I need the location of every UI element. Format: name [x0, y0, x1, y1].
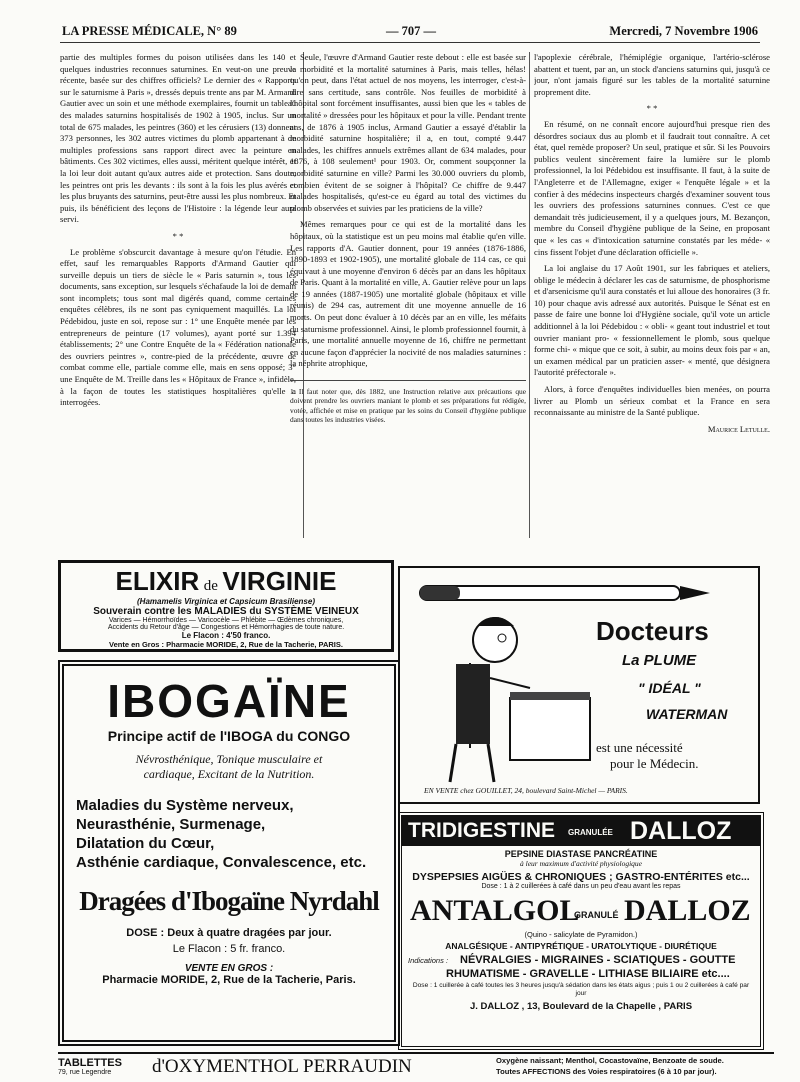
- signature: Maurice Letulle.: [707, 423, 770, 434]
- footnote: 1. Il faut noter que, dès 1882, une Instruction relative aux précautions que doivent prendre les ouvriers maniant le plomb et ses préparations fut rédigée, votée, affichée et mise en pratique par les soins du Conseil d'hygiène publique dans toutes les industries visées.: [290, 380, 526, 425]
- paragraph: Seule, l'œuvre d'Armand Gautier reste debout : elle est basée sur la morbidité et la mortalité saturnines à Paris, mais telles, hélas! qu'on peut, dans l'état actuel de nos moyens, les interroger, c'est-à-dire sans certitude, sans contrôle. Nos feuilles de morbidité à l'hôpital sont forcément insuffisantes, aussi bien que les « tables de mortalité » dressées pour les hôpitaux et pour la ville. Pendant trente ans, de 1876 à 1905 inclus, Armand Gautier a essayé d'établir la morbidité saturnine hospitalière; il a, en tout, compté 9.447 malades, les chiffres annuels extrêmes allant de 634 malades, pour 1876, à 108 seulement¹ pour 1903. Or, comment soupçonner la morbidité saturnine en ville? Parmi les 30.000 ouvriers du plomb, combien évitent de se soigner à l'hôpital? Ce chiffre de 9.447 malades hospitalisés, qu'est-ce eu égard au total des victimes du plomb observées et suivies par les praticiens de la ville?: [290, 52, 526, 213]
- ad-line: à leur maximum d'activité physiologique: [520, 859, 642, 868]
- footer-label: TABLETTES: [58, 1057, 122, 1069]
- footer-address: 79, rue Legendre: [58, 1069, 112, 1076]
- section-break: * *: [172, 230, 184, 241]
- ad-indications: Maladies du Système nerveux, Neurasthénie, Surmenage, Dilatation du Cœur, Asthénie cardiaque, Convalescence, etc.: [76, 797, 367, 871]
- ad-desc: cardiaque, Excitant de la Nutrition.: [143, 767, 315, 781]
- footer-product: d'OXYMENTHOL PERRAUDIN: [152, 1056, 412, 1077]
- ad-sale: Vente en Gros : Pharmacie MORIDE, 2, Rue de la Tacherie, PARIS.: [109, 640, 343, 649]
- ad-dalloz: [398, 812, 764, 1050]
- ad-banner: TRIDIGESTINE GRANULÉE DALLOZ: [402, 816, 760, 846]
- footer-desc: Oxygène naissant; Menthol, Cocastovaïne, Benzoate de soude.: [496, 1056, 724, 1065]
- paragraph: partie des multiples formes du poison utilisées dans les 140 et quelques industries reconnues saturnines. En veut-on une preuve récente, basée sur des chiffres officiels? Le dernier des « Rapports sur le saturnisme à Paris », dressés depuis trente ans par M. Armand Gautier avec un soin et une méthode exemplaires, fournit un tableau des malades saturnins hospitalisés de 1902 à 1905, inclus. Sur un total de 675 malades, les peintres (360) et les cérusiers (13) donnent 373 personnes, les 302 autres victimes du plomb appartenant à de multiples professions sans rapport direct avec la peinture en bâtiments. Ces 302 victimes, elles aussi, méritent quelque intérêt, et la loi leur doit autant qu'aux autres aide et protection. Sans doute, les peintres ont pris les devants : ils sont à la fois les plus avérés et les plus bruyants des saturnins, peut-être aussi les plus nombreux. Et puis, ils bénéficient des leçons de l'Histoire : la légende leur aura servi.: [60, 52, 296, 225]
- ad-line: Docteurs: [596, 616, 709, 646]
- ad-dose: DOSE : Deux à quatre dragées par jour.: [126, 927, 332, 939]
- ad-dose: Dose : 1 cuillerée à café toutes les 3 heures jusqu'à sédation dans les états aigus ; puis 1 ou 2 cuillerées à café par jour: [412, 982, 750, 997]
- ad-subtitle: (Hamamelis Virginica et Capsicum Brasiliense): [137, 597, 315, 606]
- ad-line: est une nécessité: [596, 740, 683, 755]
- ad-title: ELIXIR de VIRGINIE: [115, 566, 337, 596]
- article-column-3: [534, 52, 770, 542]
- ad-line: pour le Médecin.: [610, 756, 699, 771]
- article-column-1: [60, 52, 296, 542]
- ad-elixir-virginie: [58, 560, 394, 652]
- ad-line: " IDÉAL ": [638, 680, 701, 696]
- ad-product: Dragées d'Ibogaïne Nyrdahl: [79, 886, 379, 916]
- ad-dose: Dose : 1 à 2 cuillerées à café dans un peu d'eau avant les repas: [481, 883, 681, 890]
- ad-sale: Pharmacie MORIDE, 2, Rue de la Tacherie, Paris.: [102, 974, 356, 986]
- paragraph: La loi anglaise du 17 Août 1901, sur les fabriques et ateliers, oblige le médecin à déclarer les cas de saturnisme, de phosphorisme et d'arsenicisme qu'il aura constatés et lui alloue des honoraires (3 fr. 10) pour chaque avis adressé aux autorités. Puisque le Sénat est en passe de faire une bonne loi d'Hygiène sociale, qu'il vote un article additionnel à la loi Pédebidou : « obli- « geant tout industriel et tout ouvrier maniant pro- « fessionnellement le plomb, sous quelque forme chi- « mique que ce soit, à subir, au moins deux fois par « an, un examen médical par un praticien asser- « menté, que désignera l'autorité préfectorale ».: [534, 263, 770, 378]
- paragraph: En résumé, on ne connaît encore aujourd'hui presque rien des désordres sociaux dus au plomb et il faudrait tout connaître. A cet état, quel remède proposer? Un seul, pratique et sûr. Si les Pouvoirs publics veulent sincèrement faire la lumière sur le plomb professionnel, la loi Pédebidou est insuffisante. Il faut, à la suite de l'Angleterre et de l'Allemagne, exiger « l'enquête légale » et la confier à des médecins inspecteurs chargés d'examiner souvent tous les ouvriers des professions saturnines connues. C'est ce que demandait très judicieusement, il y a quelques jours, M. Bezançon, membre du Conseil d'hygiène publique de la Seine, en proposant que « les cas « d'intoxication saturnine constatés par les méde- « cins fissent l'objet d'une déclaration officielle ».: [534, 118, 770, 257]
- ad-antalgol-title: ANTALGOL GRANULÉ DALLOZ: [410, 894, 751, 927]
- ad-sale: EN VENTE chez GOUILLET, 24, boulevard Saint-Michel — PARIS.: [424, 786, 628, 795]
- doctor-illustration: [400, 568, 758, 802]
- ad-line: WATERMAN: [646, 706, 728, 722]
- ad-line: La PLUME: [622, 652, 697, 669]
- journal-title: LA PRESSE MÉDICALE, N° 89: [62, 24, 237, 38]
- ad-line: ANALGÉSIQUE - ANTIPYRÉTIQUE - URATOLYTIQUE - DIURÉTIQUE: [445, 941, 717, 951]
- ad-line: DYSPEPSIES AIGÜES & CHRONIQUES ; GASTRO-ENTÉRITES etc...: [412, 871, 750, 883]
- ad-line: (Quino - salicylate de Pyramidon.): [524, 930, 638, 939]
- ad-address: J. DALLOZ , 13, Boulevard de la Chapelle , PARIS: [469, 1001, 693, 1012]
- ad-price: Le Flacon : 5 fr. franco.: [172, 943, 286, 955]
- ad-sale-title: VENTE EN GROS :: [184, 963, 274, 974]
- ad-line: Varices — Hémorrhoïdes — Varicocèle — Phlébite — Œdèmes chroniques,: [108, 617, 344, 624]
- footer-desc: Toutes AFFECTIONS des Voies respiratoires (6 à 10 par jour).: [496, 1067, 717, 1076]
- ad-indications: Indications : NÉVRALGIES - MIGRAINES - SCIATIQUES - GOUTTE RHUMATISME - GRAVELLE - LITHIASE BILIAIRE etc....: [408, 954, 736, 980]
- ad-price: Le Flacon : 4'50 franco.: [181, 631, 271, 640]
- ad-title: IBOGAÏNE: [107, 675, 351, 727]
- article-column-2: [290, 52, 526, 542]
- paragraph: Mêmes remarques pour ce qui est de la mortalité dans les hôpitaux, où la statistique est un peu moins mal établie qu'en ville. Les rapports d'A. Gautier donnent, pour 19 années (1876-1886, 1890-1893 et 1902-1905), une mortalité globale de 114 cas, ce qui équivaut à une moyenne d'environ 6 décès par an dans les hôpitaux de Paris. Quant à la mortalité en ville, A. Gautier relève pour un laps de 19 années (1887-1905) une mortalité globale (hôpitaux et ville réunis) de 294 cas, autrement dit une moyenne annuelle de 16 morts. On peut donc évaluer à 10 décès par an en ville, les méfaits du saturnisme professionnel. Ainsi, le plomb professionnel fournit, à Paris, une mortalité annuelle moyenne de 16, chiffre ne permettant en aucune façon d'apprécier la nocivité de nos maladies saturnines : la néphrite atrophique,: [290, 219, 526, 369]
- column-divider: [529, 52, 530, 538]
- paragraph: Alors, à force d'enquêtes individuelles bien menées, on pourra livrer au Plomb un sérieux combat et la France en sera reconnaissante au ministre de la Santé publique.: [534, 384, 770, 418]
- page-number: — 707 —: [386, 24, 436, 38]
- ad-subtitle: Principe actif de l'IBOGA du CONGO: [107, 728, 351, 744]
- ad-oxymenthol: [58, 1052, 774, 1080]
- paragraph: Le problème s'obscurcit davantage à mesure qu'on l'étudie. En effet, sauf les remarquables Rapports d'Armand Gautier qui surveille depuis un tiers de siècle le « Paris saturnin », tous les documents, sans exception, sur lesquels s'échafaude la loi de demain sont incomplets; tous sont mal digérés quand, comme certaines enquêtes célèbres, ils ne sont pas cyniquement maquillés. La loi Pédebidou, juste en soi, repose sur : 1° une Enquête menée par les entrepreneurs de peinture (17 volumes), ayant porté sur 1.394 établissements; 2° une Contre Enquête de la « Fédération nationale des ouvriers peintres », contre-pied de la précédente, œuvre de combat comme elle, partiale comme elle, mais en sens opposé; 3° une Enquête de M. Treille dans les « Hôpitaux de France », infidèle, à la façon de toutes les statistiques hospitalières qu'elle a interrogées.: [60, 246, 296, 408]
- ad-line: PEPSINE DIASTASE PANCRÉATINE: [504, 849, 658, 859]
- ad-waterman: [398, 566, 760, 804]
- paragraph: l'apoplexie cérébrale, l'hémiplégie organique, l'artério-sclérose abattent et tuent, par an, un stock d'anciens saturnins qui, jusqu'à ce jour, n'ont jamais figuré sur les tables de la mortalité saturnine proprement dite.: [534, 52, 770, 97]
- section-break: * *: [646, 103, 658, 114]
- page-header: [60, 20, 760, 43]
- issue-date: Mercredi, 7 Novembre 1906: [609, 24, 758, 38]
- ad-ibogaine: [58, 660, 400, 1046]
- ad-desc: Névrosthénique, Tonique musculaire et: [135, 752, 323, 766]
- ad-line: Accidents du Retour d'âge — Congestions et Hémorrhagies de toute nature.: [107, 624, 345, 631]
- ad-line: Souverain contre les MALADIES du SYSTÈME VEINEUX: [93, 606, 359, 617]
